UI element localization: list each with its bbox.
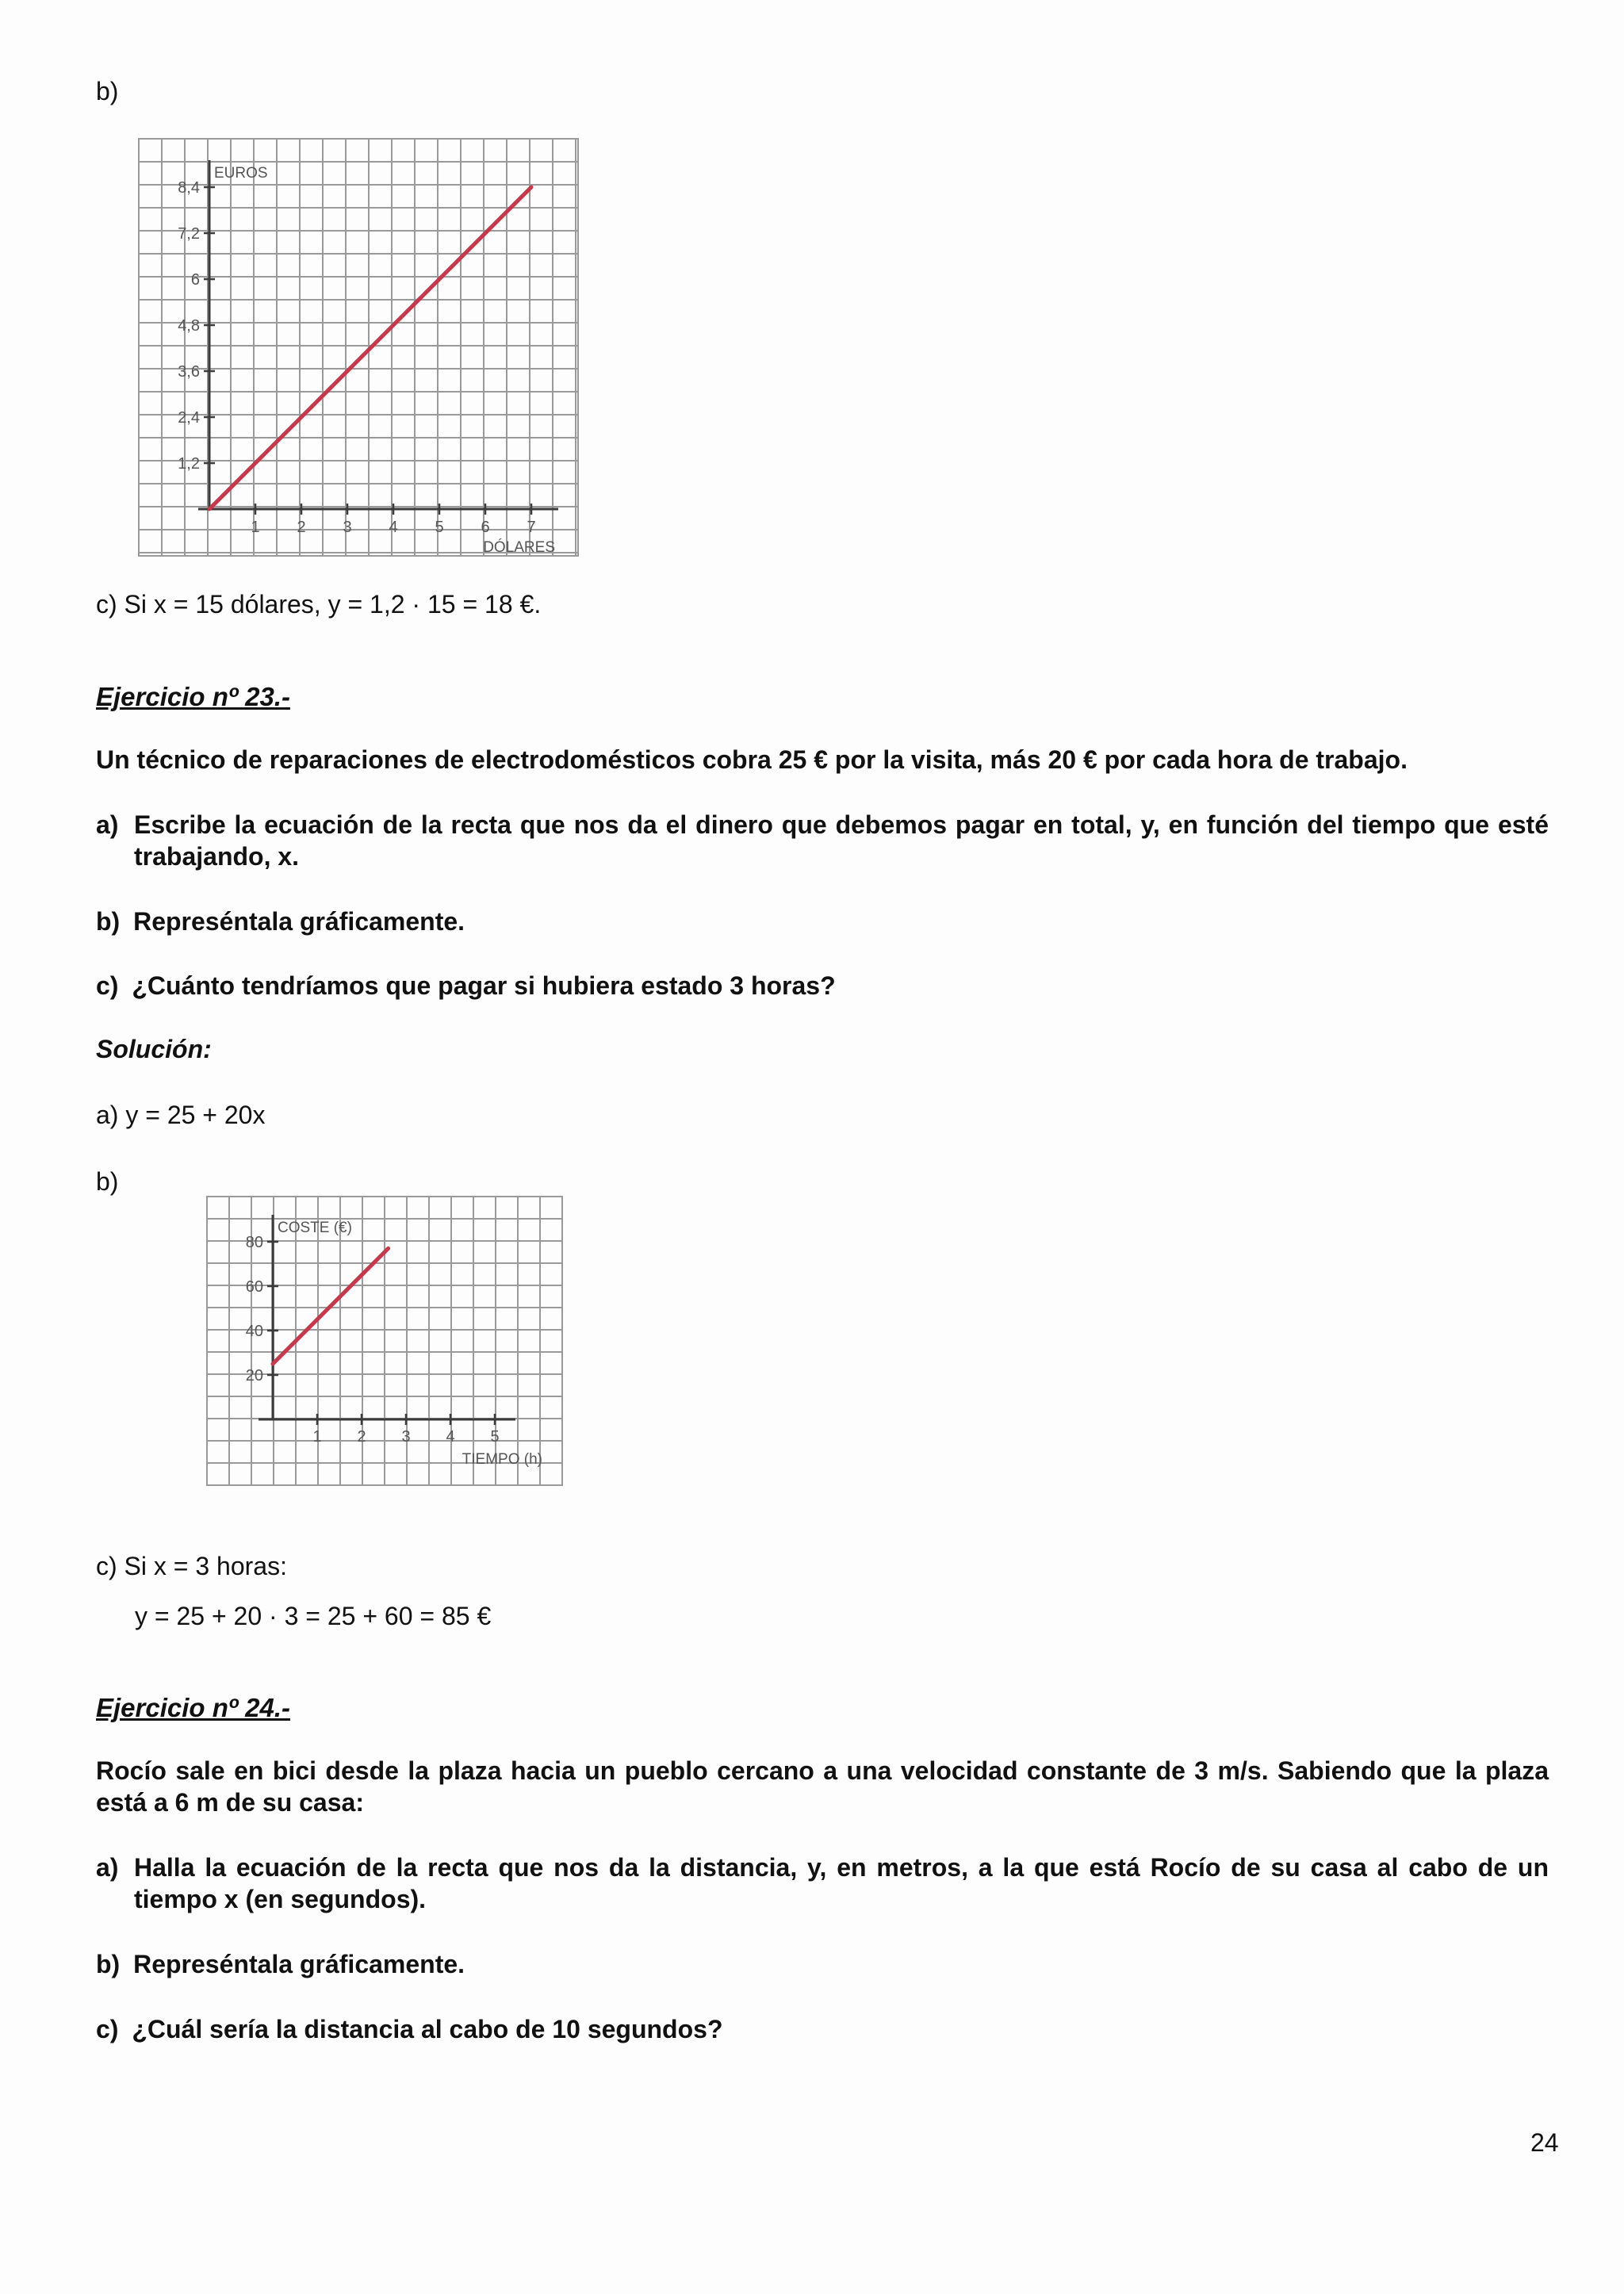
question-b-label: b) xyxy=(96,1950,121,1978)
solution-c-line1: c) Si x = 3 horas: xyxy=(96,1552,287,1580)
question-b-text: Represéntala gráficamente. xyxy=(133,1950,465,1978)
x-tick-label: 1 xyxy=(312,1428,322,1446)
y-axis-title: EUROS xyxy=(214,165,268,182)
x-tick-label: 5 xyxy=(490,1428,500,1446)
y-tick-label: 4,8 xyxy=(178,317,200,335)
y-axis-title: COSTE (€) xyxy=(278,1220,352,1236)
exercise-24-statement: Rocío sale en bici desde la plaza hacia un pueblo cercano a una velocidad constante de 3 m/s. Sabiendo que la plaza está a 6 m de su casa: xyxy=(96,1756,1549,1817)
x-axis-title: TIEMPO (h) xyxy=(462,1451,542,1468)
y-tick-label: 3,6 xyxy=(178,363,200,381)
x-tick-label: 6 xyxy=(481,519,490,536)
exercise-24-heading: Ejercicio nº 24.- xyxy=(96,1693,290,1722)
x-tick-label: 7 xyxy=(527,519,536,536)
exercise-23-question-c xyxy=(96,970,836,1003)
page-number: 24 xyxy=(1530,2128,1559,2157)
question-c-text: ¿Cuál sería la distancia al cabo de 10 segundos? xyxy=(132,2015,723,2043)
solution-c-line2: y = 25 + 20 · 3 = 25 + 60 = 85 € xyxy=(135,1602,492,1630)
coste-tiempo-graph xyxy=(206,1196,563,1486)
y-tick-label: 8,4 xyxy=(178,179,200,197)
x-tick-label: 2 xyxy=(297,519,306,536)
question-b-text: Represéntala gráficamente. xyxy=(133,907,465,936)
y-tick-label: 7,2 xyxy=(178,225,200,243)
solution-a: a) y = 25 + 20x xyxy=(96,1101,266,1129)
question-c-label: c) xyxy=(96,971,119,1000)
x-tick-label: 4 xyxy=(446,1428,455,1446)
question-c-text: ¿Cuánto tendríamos que pagar si hubiera estado 3 horas? xyxy=(132,971,836,1000)
y-tick-label: 20 xyxy=(245,1367,263,1384)
exercise-24-question-c xyxy=(96,2013,722,2047)
x-tick-label: 2 xyxy=(357,1428,366,1446)
question-a-text: Escribe la ecuación de la recta que nos da el dinero que debemos pagar en total, y, en función del tiempo que esté trabajando, x. xyxy=(134,810,1549,871)
exercise-23-heading: Ejercicio nº 23.- xyxy=(96,682,290,711)
exercise-23-question-b xyxy=(96,906,465,939)
solution-heading: Solución: xyxy=(96,1035,212,1063)
question-a-label: a) xyxy=(96,1853,119,1882)
question-a-label: a) xyxy=(96,810,119,839)
question-a-text: Halla la ecuación de la recta que nos da la distancia, y, en metros, a la que está Rocío de su casa al cabo de un tiempo x (en segundos). xyxy=(134,1853,1549,1913)
y-tick-label: 80 xyxy=(245,1234,263,1251)
y-tick-label: 6 xyxy=(190,271,200,289)
x-axis-title: DÓLARES xyxy=(483,539,555,556)
question-c-label: c) xyxy=(96,2015,119,2043)
y-tick-label: 2,4 xyxy=(178,409,200,427)
x-tick-label: 3 xyxy=(343,519,352,536)
solution-b-label: b) xyxy=(96,1167,119,1196)
y-tick-label: 40 xyxy=(245,1323,263,1340)
question-b-label: b) xyxy=(96,907,121,936)
x-tick-label: 5 xyxy=(435,519,444,536)
y-tick-label: 1,2 xyxy=(178,455,200,473)
exercise-24-question-b xyxy=(96,1948,465,1982)
y-tick-label: 60 xyxy=(245,1278,263,1296)
x-tick-label: 3 xyxy=(401,1428,411,1446)
grid-frame xyxy=(139,139,578,556)
exercise-23-statement: Un técnico de reparaciones de electrodomésticos cobra 25 € por la visita, más 20 € por cada hora de trabajo. xyxy=(96,745,1408,774)
x-tick-label: 4 xyxy=(389,519,398,536)
part-c-result: c) Si x = 15 dólares, y = 1,2 · 15 = 18 €. xyxy=(96,590,542,618)
part-b-label: b) xyxy=(96,77,119,105)
euros-dolares-graph xyxy=(138,138,579,557)
x-tick-label: 1 xyxy=(251,519,260,536)
